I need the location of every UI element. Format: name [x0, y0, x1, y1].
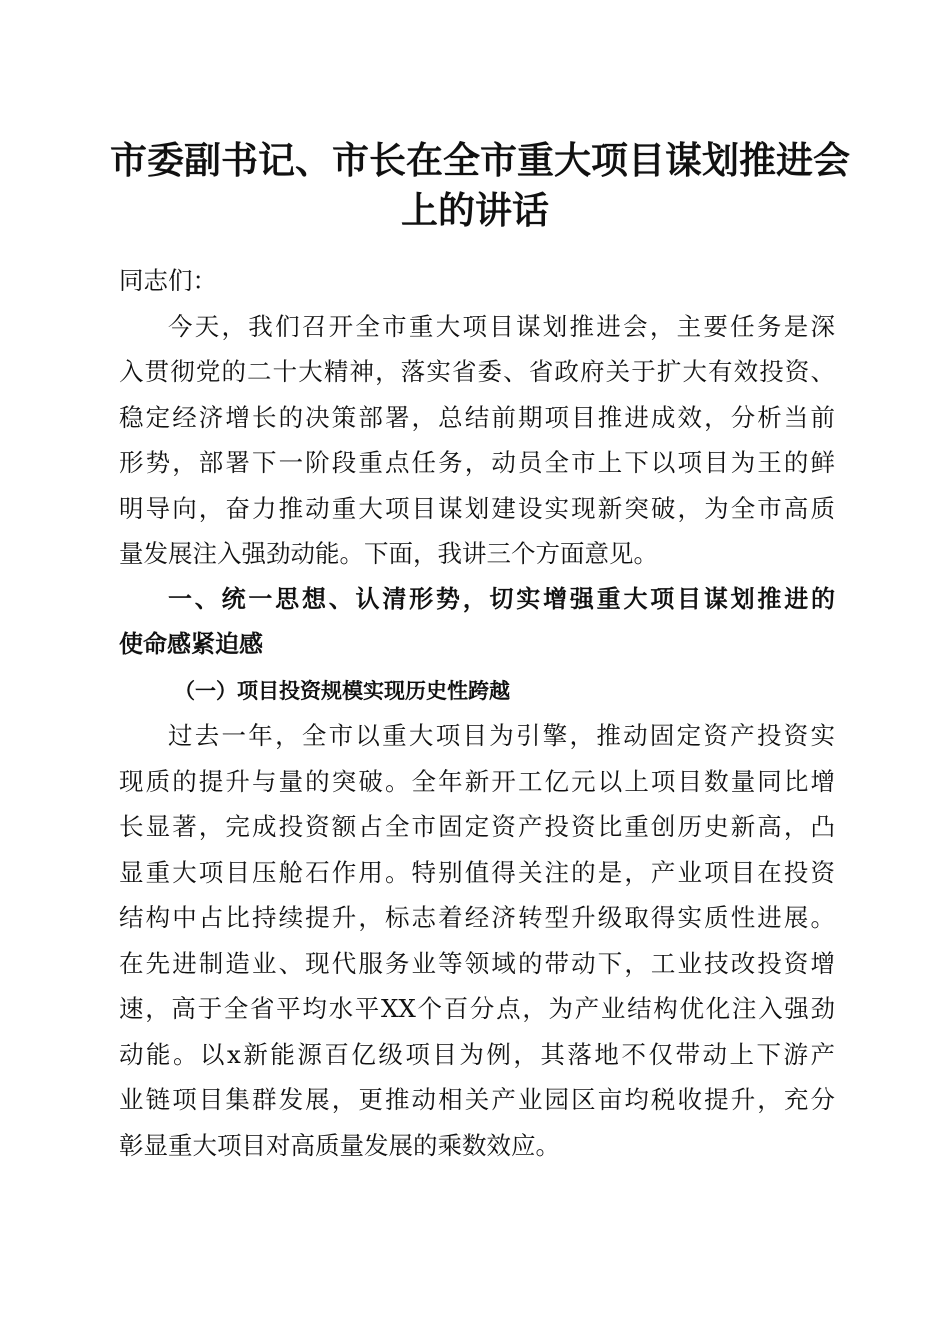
document-title	[110, 135, 850, 235]
subsection-heading-1: （一）项目投资规模实现历史性跨越	[174, 677, 510, 703]
paragraph-line: 现质的提升与量的突破。全年新开工亿元以上项目数量同比增	[119, 766, 835, 796]
salutation: 同志们：	[119, 266, 217, 295]
paragraph-line: 结构中占比持续提升，标志着经济转型升级取得实质性进展。	[119, 903, 835, 932]
intro-line: 形势，部署下一阶段重点任务，动员全市上下以项目为王的鲜	[119, 448, 835, 477]
intro-line: 今天，我们召开全市重大项目谋划推进会，主要任务是深	[168, 311, 835, 341]
paragraph-line: 在先进制造业、现代服务业等领域的带动下，工业技改投资增	[119, 948, 835, 978]
paragraph-line: 速，高于全省平均水平XX个百分点，为产业结构优化注入强劲	[119, 994, 835, 1023]
section-heading-line: 一、统一思想、认清形势，切实增强重大项目谋划推进的	[168, 584, 835, 613]
intro-line: 明导向，奋力推动重大项目谋划建设实现新突破，为全市高质	[119, 493, 835, 523]
section-heading-1	[119, 577, 835, 668]
title-line-2: 上的讲话	[401, 188, 549, 232]
paragraph-line: 长显著，完成投资额占全市固定资产投资比重创历史新高，凸	[119, 812, 835, 841]
paragraph-line: 显重大项目压舱石作用。特别值得关注的是，产业项目在投资	[119, 857, 835, 887]
intro-line: 入贯彻党的二十大精神，落实省委、省政府关于扩大有效投资、	[119, 357, 835, 386]
paragraph-line: 过去一年，全市以重大项目为引擎，推动固定资产投资实	[168, 721, 835, 750]
document-body	[119, 258, 835, 1168]
subsection-paragraph-1	[119, 713, 835, 1168]
paragraph-line: 动能。以x新能源百亿级项目为例，其落地不仅带动上下游产	[119, 1039, 835, 1069]
intro-paragraph	[119, 304, 835, 577]
title-line-1: 市委副书记、市长在全市重大项目谋划推进会	[110, 138, 850, 182]
intro-line: 稳定经济增长的决策部署，总结前期项目推进成效，分析当前	[119, 402, 835, 432]
paragraph-line: 业链项目集群发展，更推动相关产业园区亩均税收提升，充分	[119, 1085, 835, 1114]
section-heading-line: 使命感紧迫感	[119, 630, 263, 658]
paragraph-line: 彰显重大项目对高质量发展的乘数效应。	[119, 1130, 560, 1160]
intro-line: 量发展注入强劲动能。下面，我讲三个方面意见。	[119, 539, 658, 568]
